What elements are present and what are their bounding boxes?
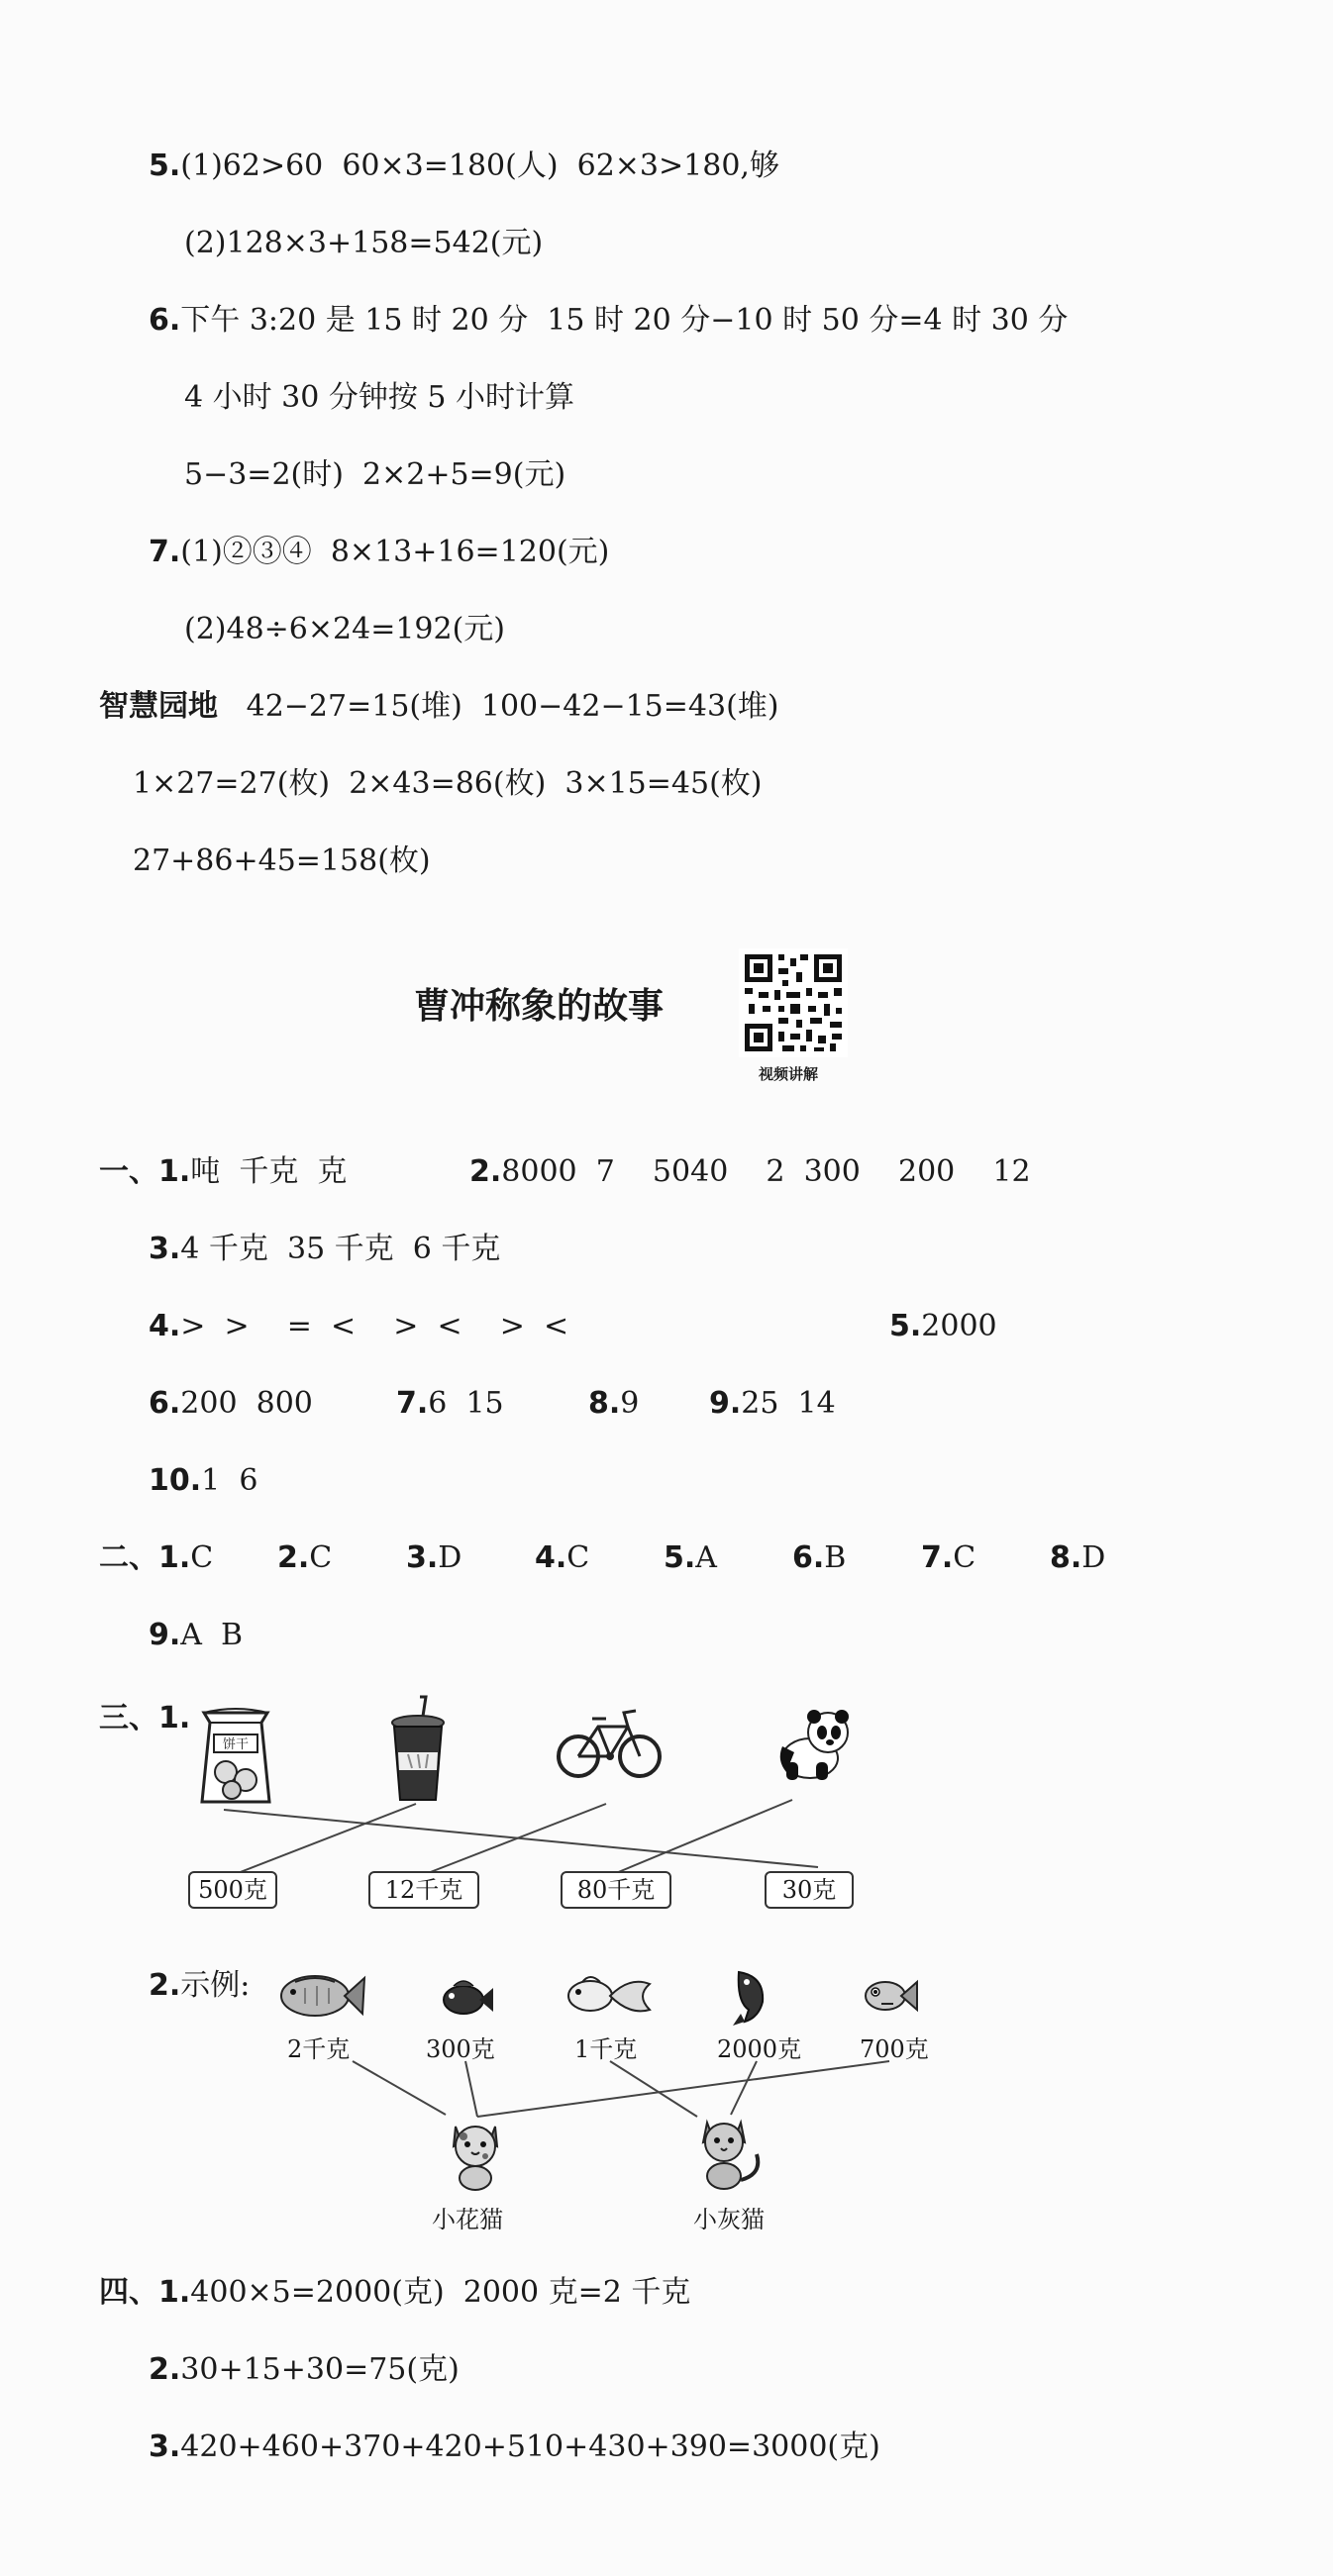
biscuit-label: 饼干: [222, 1737, 250, 1752]
q7-number: 7.: [149, 535, 181, 569]
part-two-label: 二、: [99, 1540, 158, 1575]
fish-1-icon: [275, 1968, 366, 2024]
q5-number: 5.: [149, 149, 181, 183]
q5-line2: (2)128×3+158=542(元): [184, 226, 544, 260]
wisdom-line1: 智慧园地 42−27=15(堆) 100−42−15=43(堆): [99, 689, 779, 724]
q7-line1: 7.(1)②③④ 8×13+16=120(元): [149, 535, 610, 569]
part-one-q6: 6.200 800: [149, 1386, 313, 1421]
fish-2-icon: [436, 1976, 495, 2022]
fish-weight-label: 700克: [860, 2035, 929, 2063]
part-two-q2: 2.C: [277, 1540, 333, 1575]
part-three-label: 三、: [99, 1701, 158, 1735]
part-two-q4: 4.C: [535, 1540, 590, 1575]
part-one-q10: 10.1 6: [149, 1463, 258, 1498]
part-four-q1: 四、1.400×5=2000(克) 2000 克=2 千克: [99, 2275, 691, 2310]
wisdom-line3: 27+86+45=158(枚): [133, 843, 431, 878]
spotted-cat-icon: [442, 2117, 509, 2192]
part-two-q6: 6.B: [792, 1540, 847, 1575]
weight-box-12kg: 12千克: [368, 1871, 479, 1909]
cat-label-spotted: 小花猫: [432, 2206, 503, 2233]
part-two-q8: 8.D: [1050, 1540, 1106, 1575]
weight-box-500g: 500克: [188, 1871, 277, 1909]
q7-line2: (2)48÷6×24=192(元): [184, 612, 506, 646]
part-one-q3: 3.4 千克 35 千克 6 千克: [149, 1232, 501, 1266]
cat-label-grey: 小灰猫: [693, 2206, 765, 2233]
part-one-label: 一、: [99, 1154, 158, 1189]
part-one-q5: 5.2000: [889, 1309, 997, 1343]
part-one-q4: 4.> > = < > < > <: [149, 1309, 569, 1343]
fish-weight-label: 2千克: [287, 2035, 351, 2063]
part-four-q3: 3.420+460+370+420+510+430+390=3000(克): [149, 2429, 880, 2464]
part-one-q9: 9.25 14: [709, 1386, 836, 1421]
goldfish-icon: [561, 1970, 652, 2020]
part-two-q1: 二、1.C: [99, 1540, 214, 1575]
wisdom-label: 智慧园地: [99, 689, 218, 724]
part-two-q7: 7.C: [921, 1540, 976, 1575]
section-title: 曹冲称象的故事: [414, 986, 665, 1027]
q6-line1: 6.下午 3:20 是 15 时 20 分 15 时 20 分−10 时 50 分=4 时 30 分: [149, 303, 1069, 338]
fish-5-icon: [860, 1972, 919, 2018]
fish-weight-label: 300克: [426, 2035, 495, 2063]
part-three-q2-label: 2.示例:: [149, 1968, 251, 2003]
grey-cat-icon: [693, 2115, 767, 2194]
weight-box-30g: 30克: [765, 1871, 854, 1909]
part-one-row1: 一、1.吨 千克 克: [99, 1154, 348, 1189]
part-three-q1-label: 三、1.: [99, 1701, 191, 1735]
q6-number: 6.: [149, 303, 181, 338]
part-one-q8: 8.9: [588, 1386, 640, 1421]
qr-caption: 视频讲解: [759, 1065, 819, 1083]
q5-line1: 5.(1)62>60 60×3=180(人) 62×3>180,够: [149, 149, 779, 183]
fish-4-icon: [719, 1966, 776, 2028]
part-one-q2: 2.8000 7 5040 2 300 200 12: [469, 1154, 1031, 1189]
part-four-q2: 2.30+15+30=75(克): [149, 2352, 460, 2387]
part-four-label: 四、: [99, 2275, 158, 2310]
part-two-q5: 5.A: [664, 1540, 717, 1575]
part-one-q7: 7.6 15: [396, 1386, 504, 1421]
part-two-q9: 9.A B: [149, 1618, 244, 1652]
part-two-q3: 3.D: [406, 1540, 462, 1575]
fish-weight-label: 2000克: [717, 2035, 802, 2063]
q6-line3: 5−3=2(时) 2×2+5=9(元): [184, 457, 566, 492]
q6-line2: 4 小时 30 分钟按 5 小时计算: [184, 380, 575, 415]
weight-box-80kg: 80千克: [561, 1871, 671, 1909]
fish-weight-label: 1千克: [574, 2035, 638, 2063]
wisdom-line2: 1×27=27(枚) 2×43=86(枚) 3×15=45(枚): [133, 766, 763, 801]
